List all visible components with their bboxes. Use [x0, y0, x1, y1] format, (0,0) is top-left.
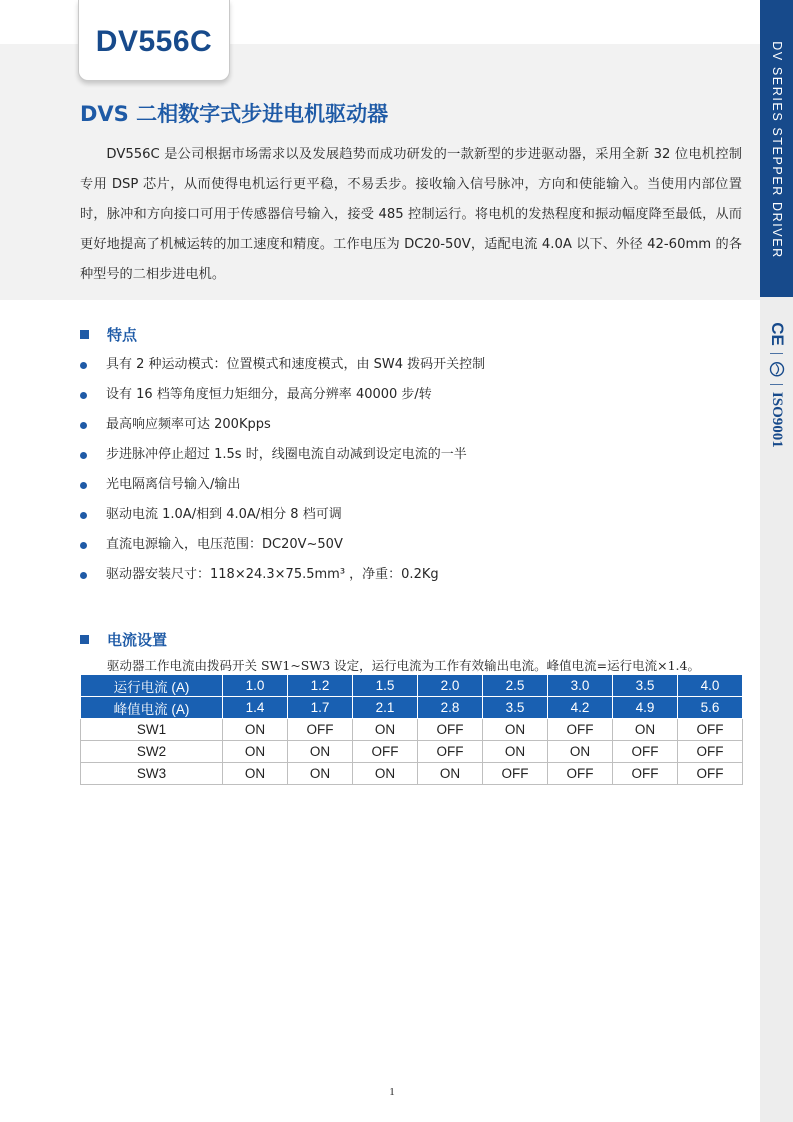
current-heading: [80, 629, 167, 650]
current-description: 驱动器工作电流由拨码开关 SW1~SW3 设定，运行电流为工作有效输出电流。峰值电流=运行电流×1.4。: [107, 658, 700, 673]
bullet-icon: [80, 512, 87, 519]
ce-mark: CE: [767, 322, 787, 346]
page-number: 1: [389, 1086, 395, 1098]
cert-separator: |: [769, 351, 785, 355]
row-label: SW2: [81, 741, 223, 763]
list-item-text: 最高响应频率可达 200Kpps: [106, 417, 271, 432]
table-cell: ON: [223, 719, 288, 741]
certifications: [767, 322, 787, 448]
table-cell: OFF: [678, 763, 743, 785]
bullet-icon: [80, 572, 87, 579]
features-list: [80, 350, 740, 590]
table-cell: OFF: [418, 719, 483, 741]
row-label: 运行电流 (A): [81, 675, 223, 697]
table-cell: OFF: [613, 741, 678, 763]
table-cell: ON: [223, 741, 288, 763]
bullet-icon: [80, 392, 87, 399]
table-cell: 4.0: [678, 675, 743, 697]
list-item: [80, 380, 740, 410]
table-cell: 2.1: [353, 697, 418, 719]
table-cell: ON: [483, 719, 548, 741]
table-cell: 3.5: [613, 675, 678, 697]
sidebar-series-band: [760, 0, 793, 297]
table-row: [81, 763, 743, 785]
list-item: [80, 470, 740, 500]
features-heading-text: 特点: [107, 326, 138, 344]
table-row: [81, 741, 743, 763]
page-title: DVS 二相数字式步进电机驱动器: [80, 102, 389, 126]
table-cell: ON: [353, 763, 418, 785]
row-label: SW1: [81, 719, 223, 741]
list-item: [80, 560, 740, 590]
list-item-text: 步进脉冲停止超过 1.5s 时，线圈电流自动减到设定电流的一半: [106, 447, 467, 462]
bullet-icon: [80, 362, 87, 369]
intro-paragraph: DV556C 是公司根据市场需求以及发展趋势而成功研发的一款新型的步进驱动器，采用全新 32 位电机控制专用 DSP 芯片，从而使得电机运行更平稳，不易丢步。接收输入信号脉冲，方向和使能输入。当使用内部位置时，脉冲和方向接口可用于传感器信号输入，接受 485 控制运行。将电机的发热程度和振动幅度降至最低，从而更好地提高了机械运转的加工速度和精度。工作电压为 DC20-50V，适配电流 4.0A 以下、外径 42-60mm 的各种型号的二相步进电机。: [80, 147, 742, 282]
table-cell: ON: [613, 719, 678, 741]
table-cell: 4.9: [613, 697, 678, 719]
table-cell: OFF: [418, 741, 483, 763]
list-item-text: 驱动电流 1.0A/相到 4.0A/相分 8 档可调: [106, 507, 342, 522]
table-cell: 2.5: [483, 675, 548, 697]
cert-seal-icon: [769, 361, 785, 377]
table-cell: 1.2: [288, 675, 353, 697]
cert-separator-2: |: [769, 382, 785, 386]
table-cell: ON: [223, 763, 288, 785]
list-item-text: 设有 16 档等角度恒力矩细分，最高分辨率 40000 步/转: [106, 387, 432, 402]
table-cell: ON: [548, 741, 613, 763]
list-item: [80, 500, 740, 530]
row-label: 峰值电流 (A): [81, 697, 223, 719]
series-label: DV SERIES STEPPER DRIVER: [769, 41, 784, 259]
table-cell: ON: [483, 741, 548, 763]
table-cell: 1.7: [288, 697, 353, 719]
row-label: SW3: [81, 763, 223, 785]
table-cell: ON: [418, 763, 483, 785]
list-item: [80, 530, 740, 560]
list-item: [80, 350, 740, 380]
table-cell: OFF: [613, 763, 678, 785]
table-cell: 3.0: [548, 675, 613, 697]
table-cell: ON: [288, 763, 353, 785]
table-cell: OFF: [548, 763, 613, 785]
table-cell: 4.2: [548, 697, 613, 719]
list-item-text: 驱动器安装尺寸：118×24.3×75.5mm³ ，净重：0.2Kg: [106, 567, 439, 582]
table-cell: ON: [288, 741, 353, 763]
table-cell: 3.5: [483, 697, 548, 719]
model-name: DV556C: [95, 25, 213, 58]
bullet-icon: [80, 452, 87, 459]
bullet-icon: [80, 542, 87, 549]
list-item-text: 光电隔离信号输入/输出: [106, 477, 241, 492]
table-cell: 5.6: [678, 697, 743, 719]
list-item: [80, 440, 740, 470]
table-cell: OFF: [548, 719, 613, 741]
current-heading-text: 电流设置: [107, 631, 168, 649]
table-row: [81, 675, 743, 697]
square-bullet-icon: [80, 635, 89, 644]
table-cell: 1.4: [223, 697, 288, 719]
sidebar: [760, 0, 793, 1122]
table-row: [81, 697, 743, 719]
list-item-text: 直流电源输入，电压范围：DC20V~50V: [106, 537, 343, 552]
table-row: [81, 719, 743, 741]
table-cell: 1.5: [353, 675, 418, 697]
features-heading: [80, 324, 137, 345]
table-cell: 1.0: [223, 675, 288, 697]
table-cell: 2.0: [418, 675, 483, 697]
square-bullet-icon: [80, 330, 89, 339]
list-item: [80, 410, 740, 440]
table-cell: OFF: [288, 719, 353, 741]
table-cell: OFF: [678, 741, 743, 763]
table-cell: OFF: [353, 741, 418, 763]
table-cell: ON: [353, 719, 418, 741]
table-cell: OFF: [483, 763, 548, 785]
bullet-icon: [80, 422, 87, 429]
iso-mark: ISO9001: [769, 391, 785, 448]
list-item-text: 具有 2 种运动模式：位置模式和速度模式，由 SW4 拨码开关控制: [106, 357, 486, 372]
current-table: [80, 674, 743, 785]
table-cell: 2.8: [418, 697, 483, 719]
table-cell: OFF: [678, 719, 743, 741]
bullet-icon: [80, 482, 87, 489]
model-tab: [78, 0, 230, 81]
